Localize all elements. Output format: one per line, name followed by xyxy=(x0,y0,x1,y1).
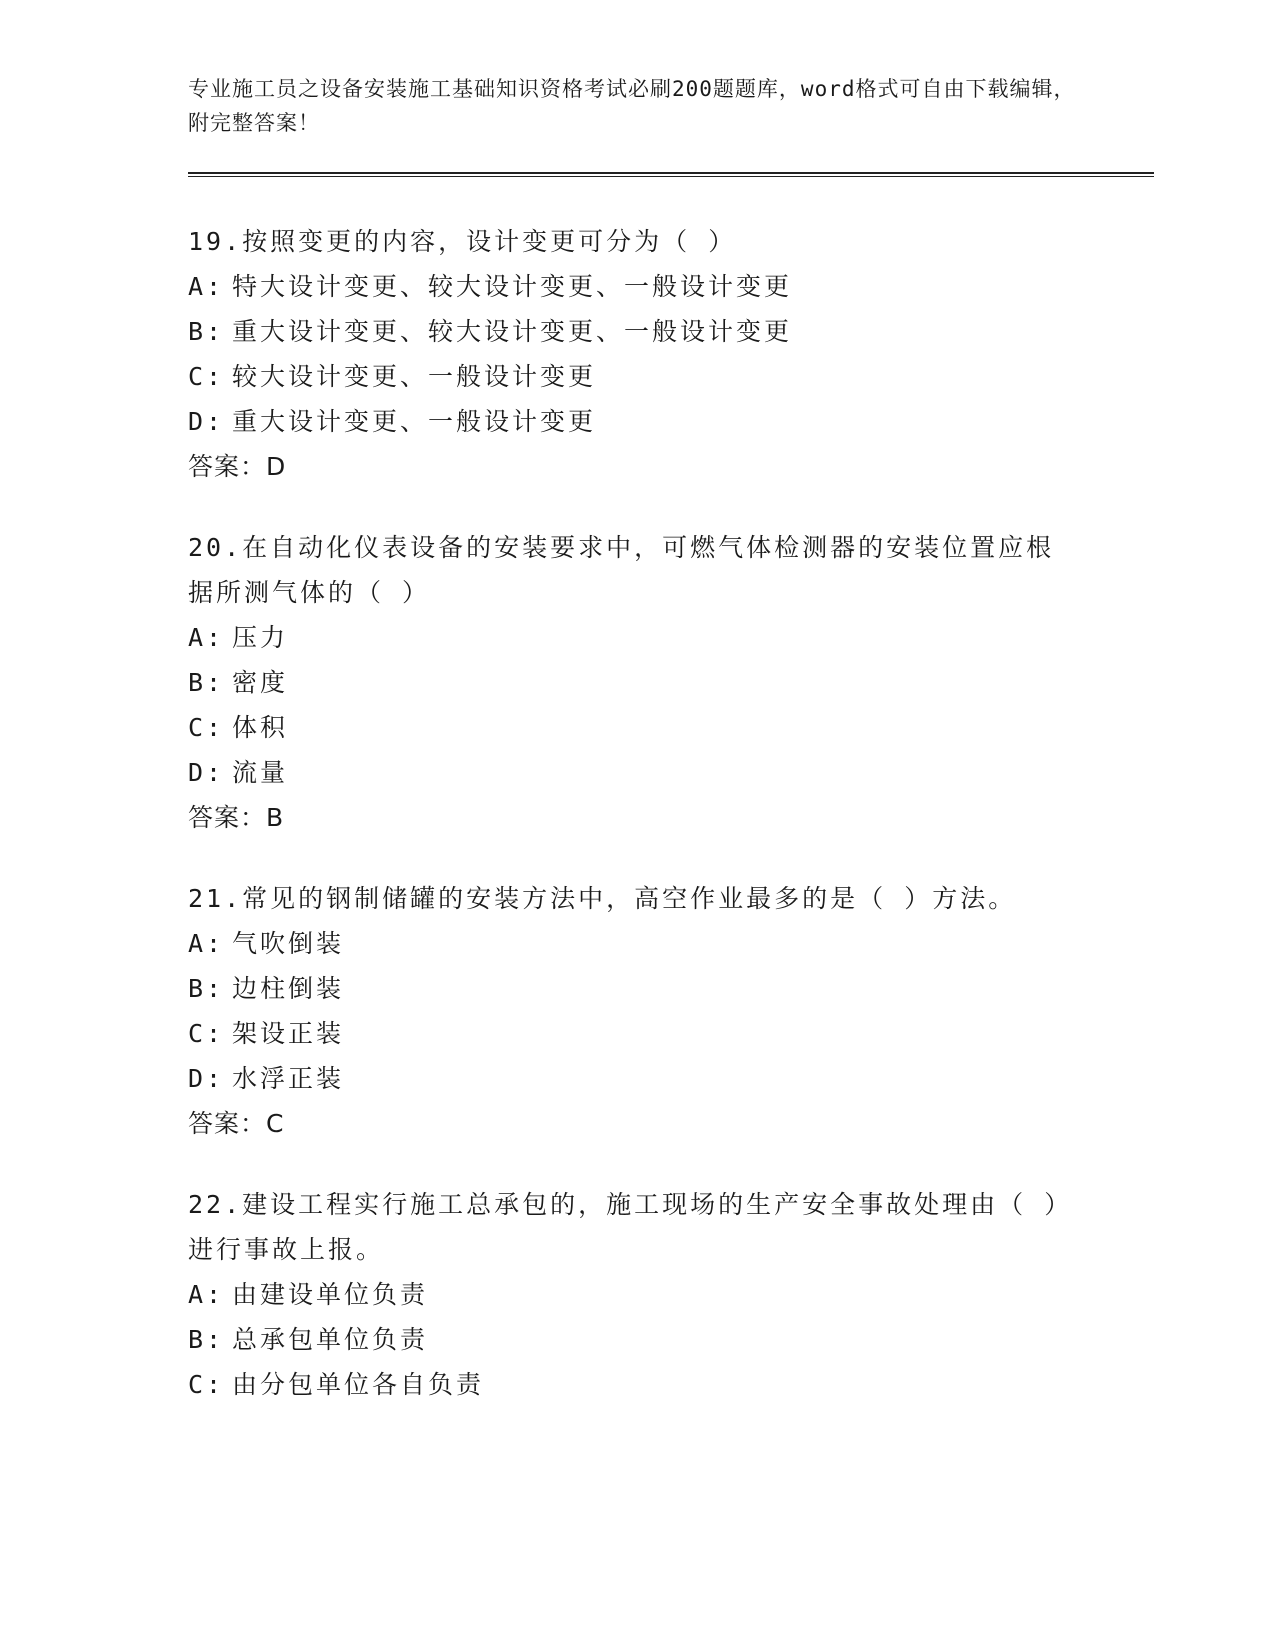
option-c xyxy=(188,354,1154,399)
option-text: 水浮正装 xyxy=(232,1064,345,1093)
option-text: 重大设计变更、较大设计变更、一般设计变更 xyxy=(232,317,793,346)
option-d xyxy=(188,1056,1154,1101)
option-text: 压力 xyxy=(232,623,289,652)
question-stem: 21.常见的钢制储罐的安装方法中，高空作业最多的是（ ）方法。 xyxy=(188,884,1017,913)
option-key: A: xyxy=(188,623,225,652)
option-a xyxy=(188,615,1154,660)
option-b xyxy=(188,309,1154,354)
option-key: D: xyxy=(188,407,225,436)
option-b xyxy=(188,660,1154,705)
header-divider xyxy=(188,172,1154,177)
option-text: 密度 xyxy=(232,668,289,697)
option-key: B: xyxy=(188,317,225,346)
question-stem: 19.按照变更的内容，设计变更可分为（ ） xyxy=(188,227,737,256)
question-19 xyxy=(188,219,1154,489)
option-c xyxy=(188,1011,1154,1056)
question-21 xyxy=(188,876,1154,1146)
document-header: 专业施工员之设备安装施工基础知识资格考试必刷200题题库，word格式可自由下载编辑，附完整答案！ xyxy=(188,77,1076,135)
document-page xyxy=(188,72,1154,1443)
option-a xyxy=(188,264,1154,309)
option-key: C: xyxy=(188,1019,225,1048)
option-text: 气吹倒装 xyxy=(232,929,345,958)
option-key: C: xyxy=(188,362,225,391)
option-a xyxy=(188,921,1154,966)
option-text: 由建设单位负责 xyxy=(232,1280,429,1309)
option-b xyxy=(188,1317,1154,1362)
option-text: 由分包单位各自负责 xyxy=(232,1370,485,1399)
option-c xyxy=(188,705,1154,750)
option-key: C: xyxy=(188,1370,225,1399)
option-c xyxy=(188,1362,1154,1407)
option-text: 总承包单位负责 xyxy=(232,1325,429,1354)
option-text: 体积 xyxy=(232,713,289,742)
option-a xyxy=(188,1272,1154,1317)
option-key: D: xyxy=(188,1064,225,1093)
option-text: 流量 xyxy=(232,758,289,787)
option-text: 较大设计变更、一般设计变更 xyxy=(232,362,597,391)
option-key: B: xyxy=(188,668,225,697)
option-key: A: xyxy=(188,1280,225,1309)
option-d xyxy=(188,399,1154,444)
option-key: A: xyxy=(188,272,225,301)
question-22 xyxy=(188,1182,1154,1407)
option-text: 重大设计变更、一般设计变更 xyxy=(232,407,597,436)
option-text: 边柱倒装 xyxy=(232,974,345,1003)
option-key: B: xyxy=(188,1325,225,1354)
question-stem: 20.在自动化仪表设备的安装要求中，可燃气体检测器的安装位置应根据所测气体的（ ） xyxy=(188,533,1055,607)
option-b xyxy=(188,966,1154,1011)
option-text: 架设正装 xyxy=(232,1019,345,1048)
option-key: C: xyxy=(188,713,225,742)
question-list xyxy=(188,219,1154,1407)
question-stem: 22.建设工程实行施工总承包的，施工现场的生产安全事故处理由（ ）进行事故上报。 xyxy=(188,1190,1060,1264)
option-key: A: xyxy=(188,929,225,958)
option-key: B: xyxy=(188,974,225,1003)
answer-line: 答案：C xyxy=(188,1109,285,1138)
option-key: D: xyxy=(188,758,225,787)
answer-line: 答案：B xyxy=(188,803,285,832)
option-text: 特大设计变更、较大设计变更、一般设计变更 xyxy=(232,272,793,301)
answer-line: 答案：D xyxy=(188,452,287,481)
option-d xyxy=(188,750,1154,795)
question-20 xyxy=(188,525,1154,840)
